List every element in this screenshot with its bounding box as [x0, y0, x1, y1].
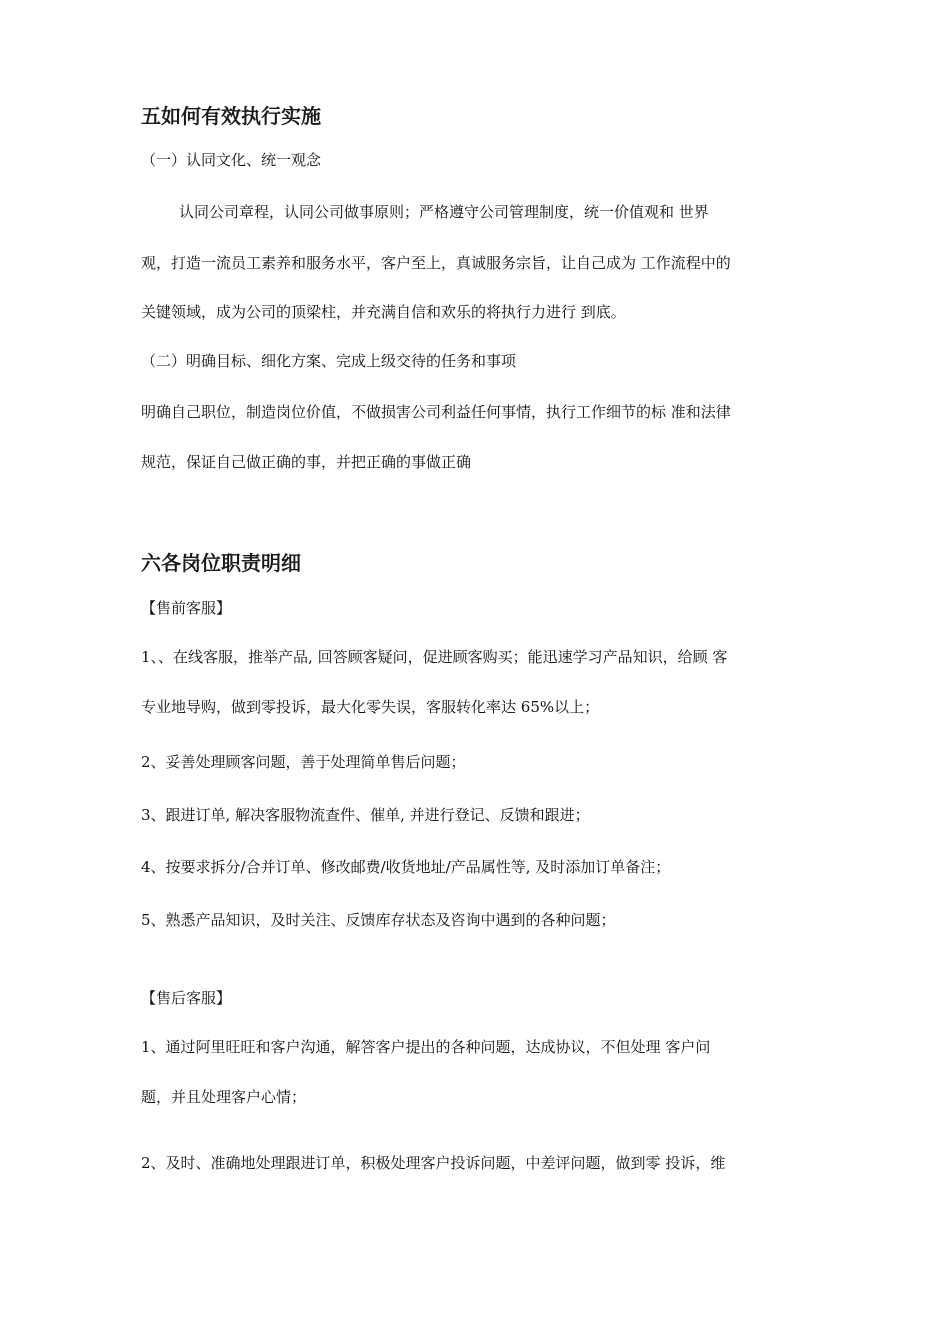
section-5-heading: 五如何有效执行实施 [141, 104, 321, 128]
list-item: 1、通过阿里旺旺和客户沟通，解答客户提出的各种问题，达成协议，不但处理 客户问 [141, 1038, 711, 1056]
list-item: 专业地导购，做到零投诉，最大化零失误，客服转化率达 65%以上； [141, 698, 600, 716]
list-item: 5、熟悉产品知识，及时关注、反馈库存状态及咨询中遇到的各种问题； [141, 911, 616, 929]
list-item: 2、及时、准确地处理跟进订单，积极处理客户投诉问题，中差评问题，做到零 投诉，维 [141, 1154, 726, 1172]
section-5-subheading-2: （二）明确目标、细化方案、完成上级交待的任务和事项 [141, 352, 517, 370]
paragraph-line: 观，打造一流员工素养和服务水平，客户至上，真诚服务宗旨，让自己成为 工作流程中的 [141, 254, 731, 272]
list-item: 2、妥善处理顾客问题，善于处理简单售后问题； [141, 753, 466, 771]
paragraph-line: 关键领域，成为公司的顶梁柱，并充满自信和欢乐的将执行力进行 到底。 [141, 303, 626, 321]
list-item: 题，并且处理客户心情； [141, 1088, 307, 1106]
paragraph-line: 认同公司章程，认同公司做事原则；严格遵守公司管理制度，统一价值观和 世界 [179, 203, 709, 221]
list-item: 3、跟进订单, 解决客服物流查件、催单, 并进行登记、反馈和跟进； [141, 806, 590, 824]
list-item: 4、按要求拆分/合并订单、修改邮费/收货地址/产品属性等, 及时添加订单备注； [141, 858, 671, 876]
section-6-heading: 六各岗位职责明细 [141, 551, 301, 575]
list-item: 1、、在线客服，推举产品, 回答顾客疑问，促进顾客购买；能迅速学习产品知识，给顾 客 [141, 648, 728, 666]
aftersale-title: 【售后客服】 [141, 989, 232, 1007]
paragraph-line: 规范，保证自己做正确的事，并把正确的事做正确 [141, 453, 472, 471]
section-5-subheading-1: （一）认同文化、统一观念 [141, 151, 322, 169]
presale-title: 【售前客服】 [141, 599, 232, 617]
paragraph-line: 明确自己职位，制造岗位价值，不做损害公司利益任何事情，执行工作细节的标 准和法律 [141, 403, 731, 421]
